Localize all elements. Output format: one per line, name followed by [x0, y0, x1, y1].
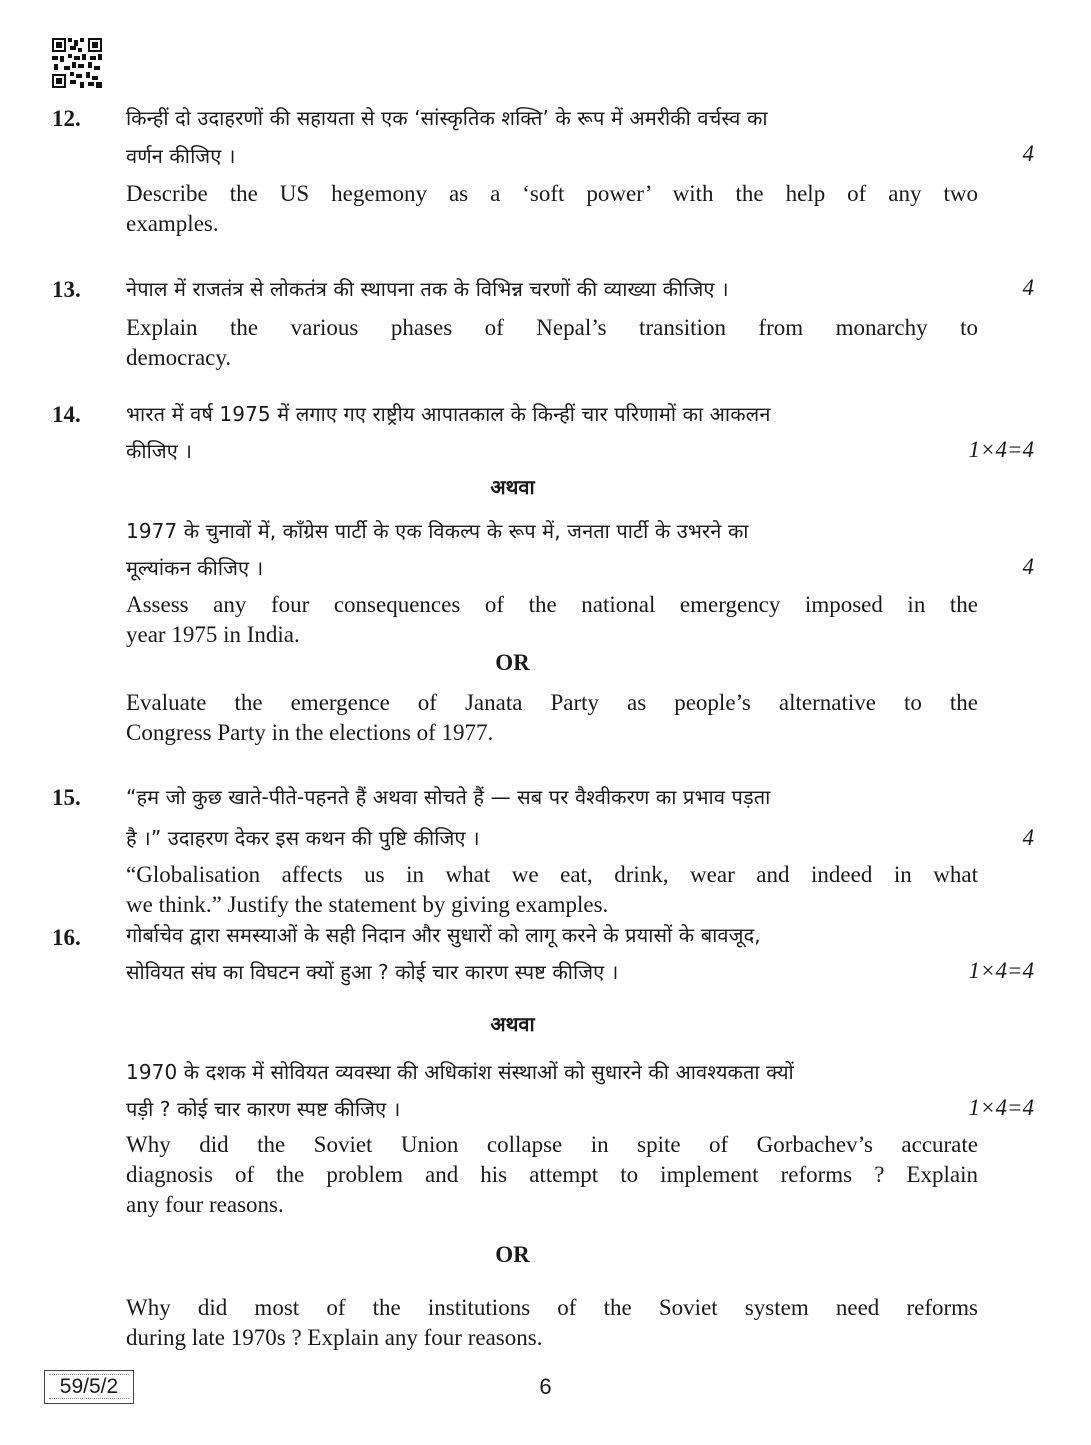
question-number: 16.	[52, 925, 81, 950]
page-number: 6	[539, 1374, 552, 1399]
marks: 1×4=4	[968, 1095, 1034, 1120]
english-text-line: Assess any four consequences of the national emergency imposed in the	[126, 592, 978, 617]
english-text-line: Congress Party in the elections of 1977.	[126, 720, 494, 745]
hindi-text-line: वर्णन कीजिए ।	[126, 144, 236, 168]
or-separator-hindi: अथवा	[490, 475, 535, 499]
english-text-line: democracy.	[126, 345, 232, 370]
qr-code-icon	[52, 38, 102, 88]
english-text-line: during late 1970s ? Explain any four reasons.	[126, 1325, 543, 1350]
english-text-line: we think.” Justify the statement by giving examples.	[126, 892, 609, 917]
hindi-text-line: “हम जो कुछ खाते-पीते-पहनते हैं अथवा सोचते हैं — सब पर वैश्वीकरण का प्रभाव पड़ता	[126, 785, 771, 809]
marks: 1×4=4	[968, 437, 1034, 462]
marks: 4	[1022, 275, 1034, 300]
or-separator: OR	[495, 1242, 530, 1267]
marks: 4	[1022, 554, 1034, 579]
hindi-text-line: भारत में वर्ष 1975 में लगाए गए राष्ट्रीय आपातकाल के किन्हीं चार परिणामों का आकलन	[126, 402, 771, 426]
hindi-text-line: 1970 के दशक में सोवियत व्यवस्था की अधिकांश संस्थाओं को सुधारने की आवश्यकता क्यों	[126, 1060, 794, 1084]
english-text-line: Why did the Soviet Union collapse in spite of Gorbachev’s accurate	[126, 1132, 978, 1157]
english-text-line: “Globalisation affects us in what we eat, drink, wear and indeed in what	[126, 862, 978, 887]
hindi-text-line: गोर्बाचेव द्वारा समस्याओं के सही निदान और सुधारों को लागू करने के प्रयासों के बावजूद,	[126, 923, 761, 947]
marks: 1×4=4	[968, 958, 1034, 983]
hindi-text-line: नेपाल में राजतंत्र से लोकतंत्र की स्थापना तक के विभिन्न चरणों की व्याख्या कीजिए ।	[126, 277, 729, 301]
hindi-text-line: 1977 के चुनावों में, काँग्रेस पार्टी के एक विकल्प के रूप में, जनता पार्टी के उभरने का	[126, 519, 749, 543]
hindi-text-line: किन्हीं दो उदाहरणों की सहायता से एक ‘सांस्कृतिक शक्ति’ के रूप में अमरीकी वर्चस्व का	[126, 106, 768, 130]
english-text-line: Why did most of the institutions of the Soviet system need reforms	[126, 1295, 978, 1320]
english-text-line: Describe the US hegemony as a ‘soft power’ with the help of any two	[126, 181, 978, 206]
or-separator: OR	[495, 650, 530, 675]
english-text-line: Evaluate the emergence of Janata Party as people’s alternative to the	[126, 690, 978, 715]
hindi-text-line: कीजिए ।	[126, 439, 193, 463]
english-text-line: examples.	[126, 211, 219, 236]
question-number: 13.	[52, 277, 81, 302]
question-number: 15.	[52, 785, 81, 810]
english-text-line: year 1975 in India.	[126, 622, 300, 647]
question-number: 14.	[52, 402, 81, 427]
hindi-text-line: है ।” उदाहरण देकर इस कथन की पुष्टि कीजिए ।	[126, 826, 480, 850]
hindi-text-line: पड़ी ? कोई चार कारण स्पष्ट कीजिए ।	[126, 1097, 401, 1121]
marks: 4	[1022, 825, 1034, 850]
hindi-text-line: मूल्यांकन कीजिए ।	[126, 556, 264, 580]
hindi-text-line: सोवियत संघ का विघटन क्यों हुआ ? कोई चार कारण स्पष्ट कीजिए ।	[126, 960, 619, 984]
question-number: 12.	[52, 106, 81, 131]
paper-code: 59/5/2	[59, 1375, 119, 1398]
english-text-line: any four reasons.	[126, 1192, 284, 1217]
english-text-line: Explain the various phases of Nepal’s transition from monarchy to	[126, 315, 978, 340]
or-separator-hindi: अथवा	[490, 1012, 535, 1036]
english-text-line: diagnosis of the problem and his attempt to implement reforms ? Explain	[126, 1162, 978, 1187]
marks: 4	[1022, 141, 1034, 166]
